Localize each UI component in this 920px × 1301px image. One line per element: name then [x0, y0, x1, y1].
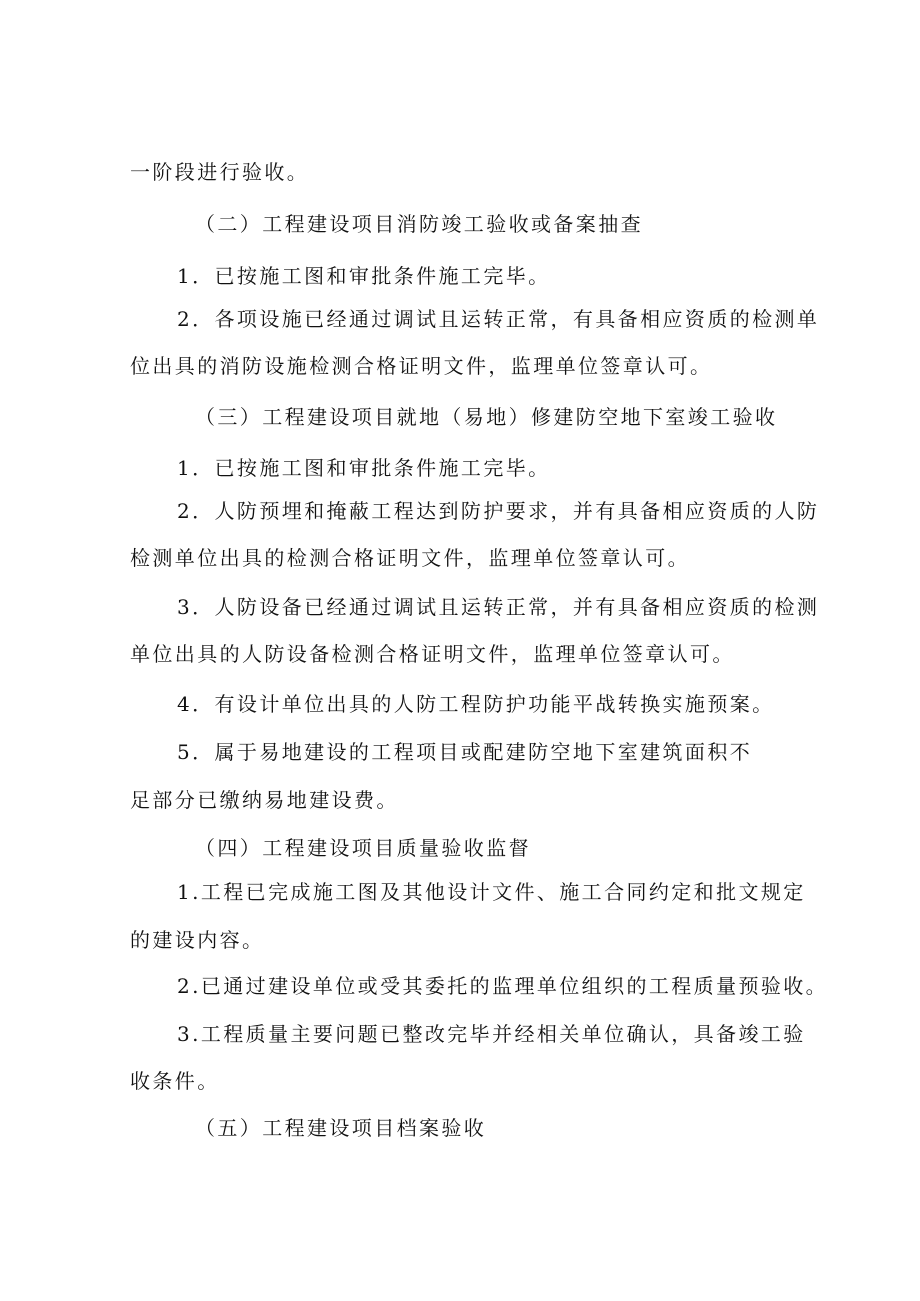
- text-line: 3.工程质量主要问题已整改完毕并经相关单位确认，具备竣工验: [177, 1022, 806, 1046]
- text-line: 5．属于易地建设的工程项目或配建防空地下室建筑面积不: [177, 740, 753, 764]
- text-line: 足部分已缴纳易地建设费。: [130, 788, 399, 812]
- text-line: 检测单位出具的检测合格证明文件，监理单位签章认可。: [130, 546, 690, 570]
- text-line: 4．有设计单位出具的人防工程防护功能平战转换实施预案。: [177, 692, 775, 716]
- text-line: 收条件。: [130, 1069, 220, 1093]
- section-heading: （二）工程建设项目消防竣工验收或备案抽查: [195, 212, 643, 236]
- text-line: 单位出具的人防设备检测合格证明文件，监理单位签章认可。: [130, 642, 735, 666]
- text-line: 1.工程已完成施工图及其他设计文件、施工合同约定和批文规定: [177, 880, 806, 904]
- section-heading: （三）工程建设项目就地（易地）修建防空地下室竣工验收: [195, 405, 778, 429]
- text-line: 1．已按施工图和审批条件施工完毕。: [177, 456, 551, 480]
- section-heading: （五）工程建设项目档案验收: [195, 1116, 487, 1140]
- text-line: 2．各项设施已经通过调试且运转正常，有具备相应资质的检测单: [177, 307, 820, 331]
- text-line: 位出具的消防设施检测合格证明文件，监理单位签章认可。: [130, 354, 713, 378]
- text-line: 一阶段进行验收。: [130, 160, 310, 184]
- text-line: 2．人防预埋和掩蔽工程达到防护要求，并有具备相应资质的人防: [177, 499, 820, 523]
- text-line: 2.已通过建设单位或受其委托的监理单位组织的工程质量预验收。: [177, 974, 829, 998]
- text-line: 3．人防设备已经通过调试且运转正常，并有具备相应资质的检测: [177, 595, 820, 619]
- text-line: 的建设内容。: [130, 928, 265, 952]
- text-line: 1．已按施工图和审批条件施工完毕。: [177, 264, 551, 288]
- section-heading: （四）工程建设项目质量验收监督: [195, 836, 531, 860]
